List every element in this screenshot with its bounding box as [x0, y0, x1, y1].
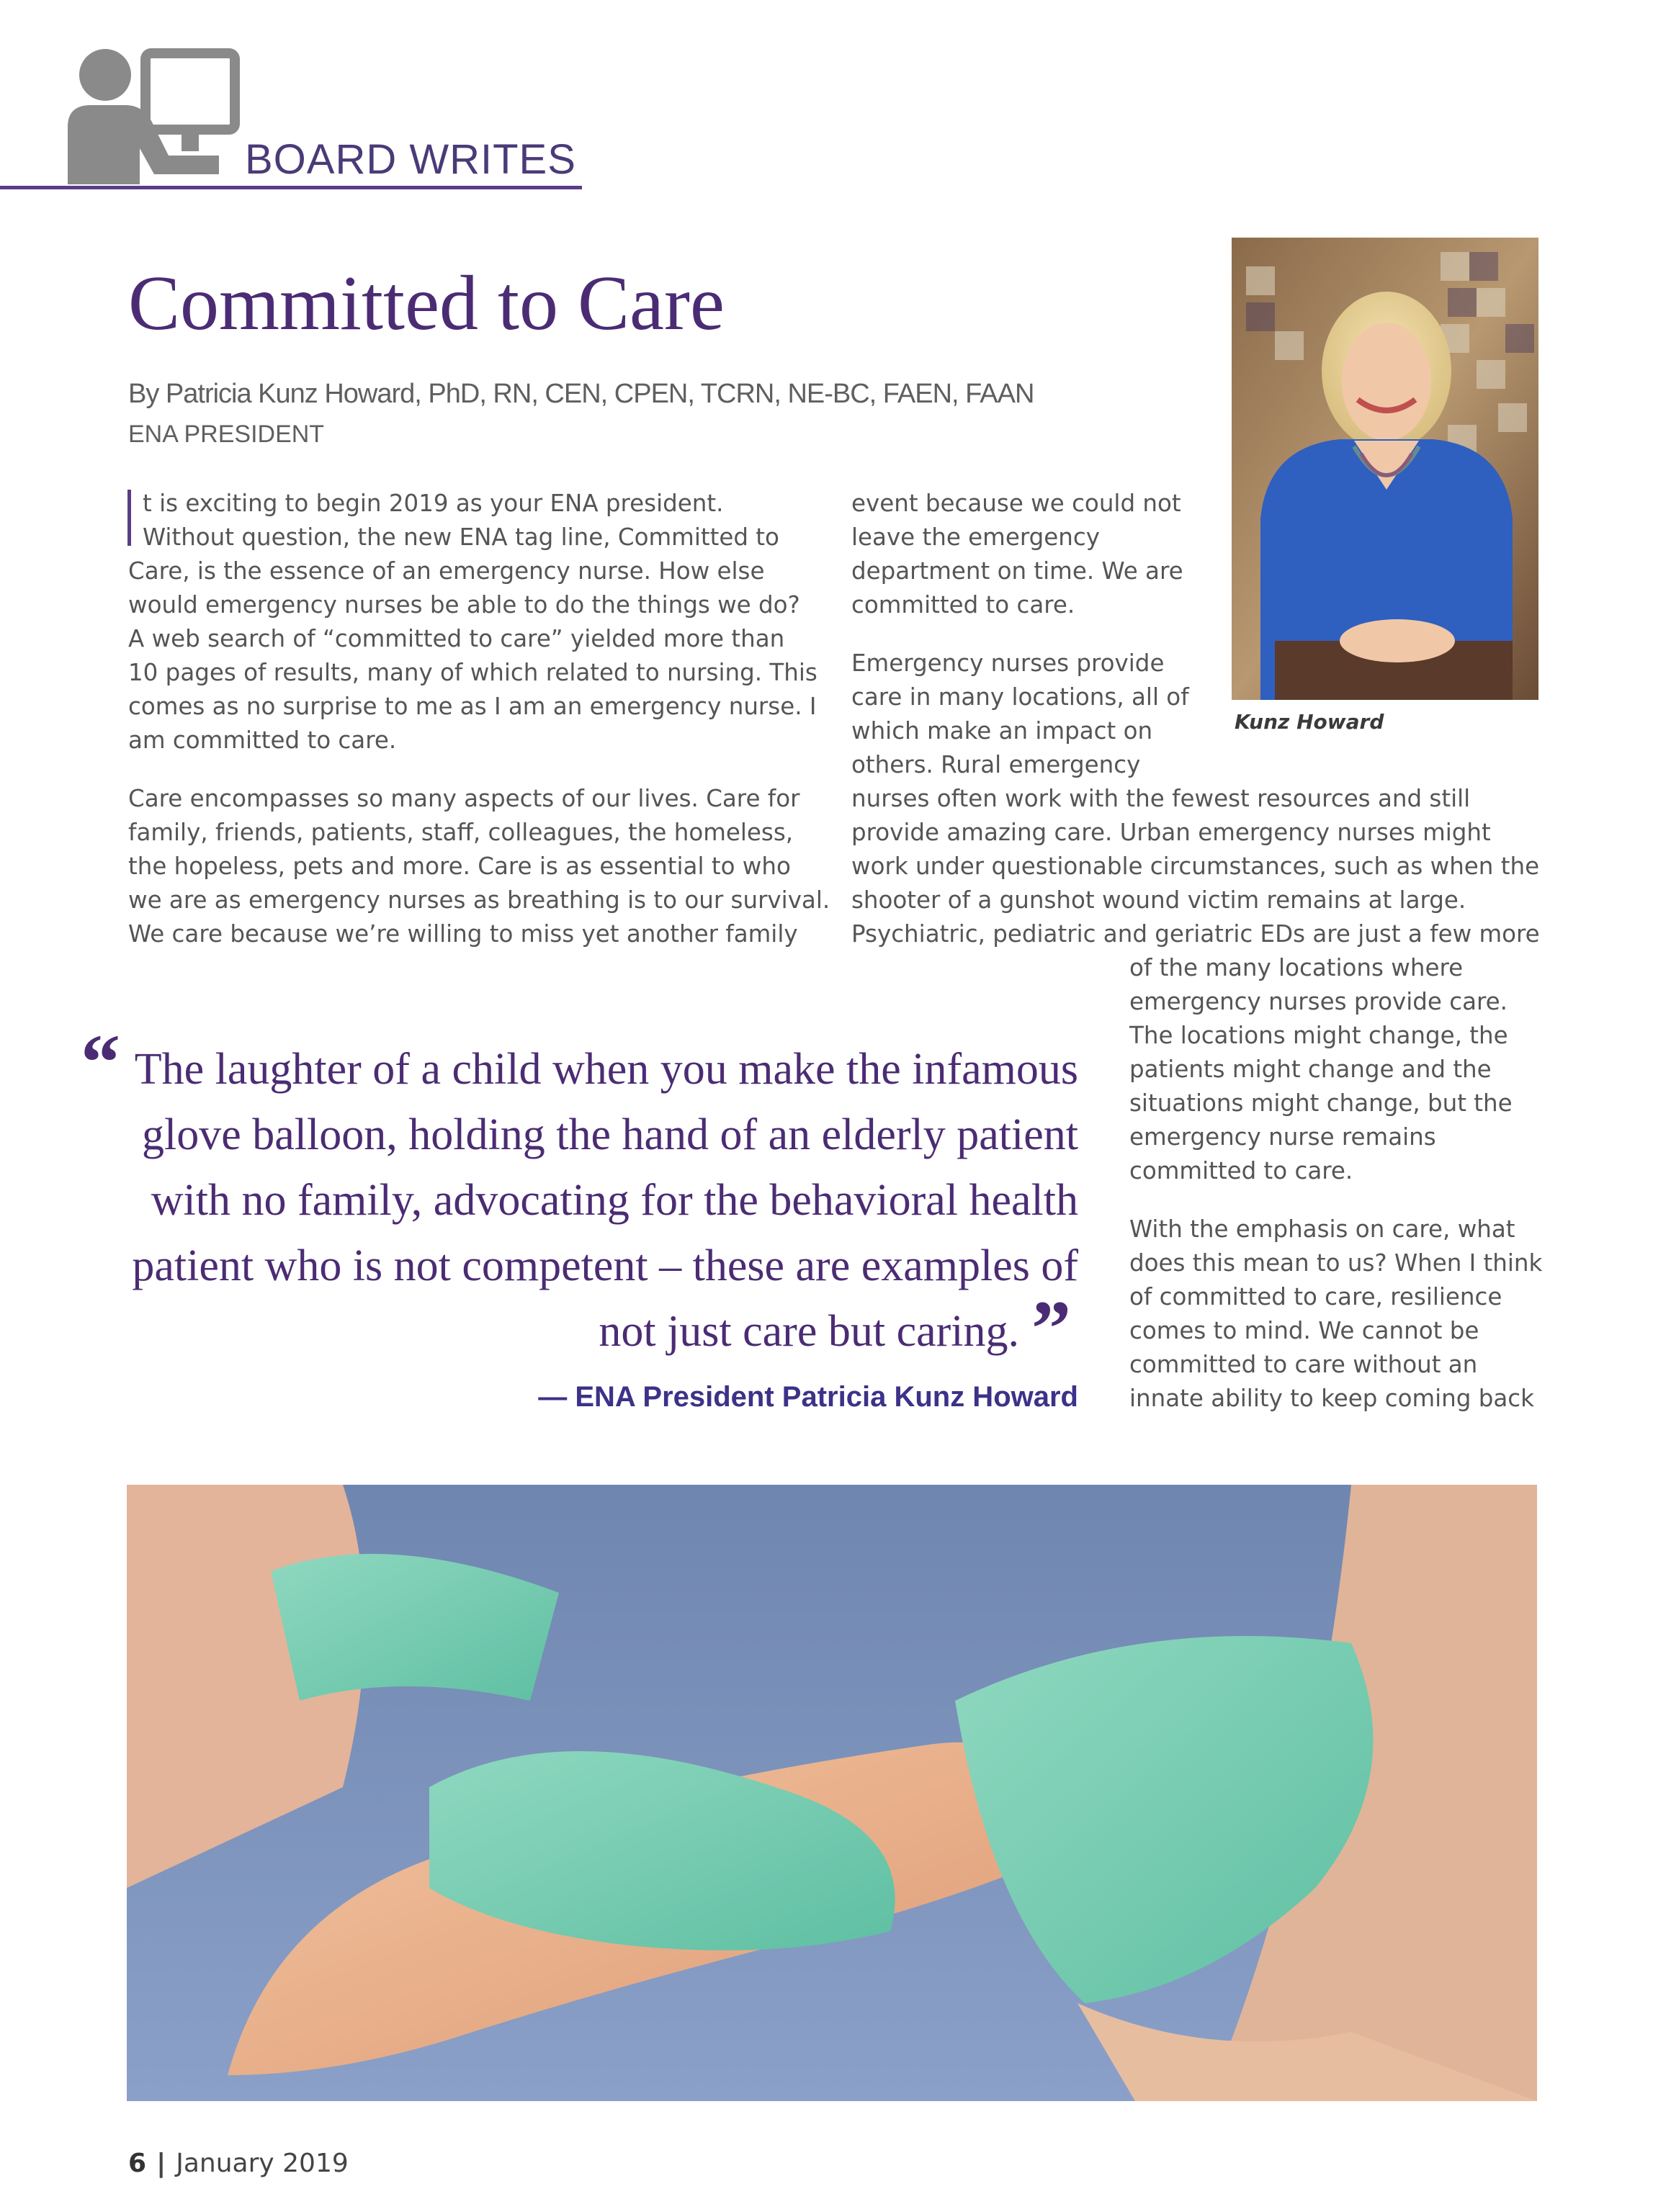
body-line: 10 pages of results, many of which related to nursing. This	[128, 659, 817, 686]
body-line: which make an impact on	[851, 717, 1153, 745]
body-line: patients might change and the	[1129, 1056, 1492, 1083]
body-line: t is exciting to begin 2019 as your ENA president.	[143, 490, 724, 517]
quote-attribution: — ENA President Patricia Kunz Howard	[538, 1381, 1078, 1413]
pull-quote-line: The laughter of a child when you make the infamous	[134, 1045, 1078, 1094]
body-line: emergency nurses provide care.	[1129, 988, 1508, 1015]
body-line: committed to care without an	[1129, 1351, 1478, 1378]
body-line: event because we could not	[851, 490, 1181, 517]
body-line: we are as emergency nurses as breathing is to our survival.	[128, 886, 830, 914]
pull-quote-line: not just care but caring.	[599, 1307, 1019, 1356]
close-quote-mark: ”	[1031, 1285, 1071, 1372]
body-line: am committed to care.	[128, 727, 397, 754]
body-line: A web search of “committed to care” yielded more than	[128, 625, 785, 652]
portrait-photo	[1232, 238, 1538, 700]
body-line: innate ability to keep coming back	[1129, 1385, 1534, 1412]
pull-quote-line: patient who is not competent – these are examples of	[132, 1241, 1078, 1290]
body-line: the hopeless, pets and more. Care is as essential to who	[128, 853, 791, 880]
body-line: Without question, the new ENA tag line, Committed to	[143, 523, 779, 551]
body-line: would emergency nurses be able to do the things we do?	[128, 591, 800, 619]
body-line: We care because we’re willing to miss yet another family	[128, 920, 798, 948]
body-line: shooter of a gunshot wound victim remains at large.	[851, 886, 1466, 914]
body-line: work under questionable circumstances, such as when the	[851, 853, 1540, 880]
body-line: situations might change, but the	[1129, 1089, 1513, 1117]
body-line: Psychiatric, pediatric and geriatric EDs are just a few more	[851, 920, 1540, 948]
body-line: provide amazing care. Urban emergency nurses might	[851, 819, 1491, 846]
page-number: 6	[128, 2149, 147, 2178]
issue-date: January 2019	[176, 2149, 349, 2178]
byline: By Patricia Kunz Howard, PhD, RN, CEN, CPEN, TCRN, NE-BC, FAEN, FAAN	[128, 379, 1034, 409]
gloved-hands-photo	[127, 1485, 1537, 2101]
body-line: care in many locations, all of	[851, 683, 1189, 711]
section-rule	[0, 186, 582, 189]
byline-role: ENA PRESIDENT	[128, 421, 325, 448]
body-line: committed to care.	[1129, 1157, 1353, 1184]
body-line: Emergency nurses provide	[851, 649, 1165, 677]
body-line: of the many locations where	[1129, 954, 1464, 981]
body-line: family, friends, patients, staff, colleagues, the homeless,	[128, 819, 794, 846]
body-line: others. Rural emergency	[851, 751, 1141, 778]
body-line: does this mean to us? When I think	[1129, 1249, 1543, 1277]
body-line: leave the emergency	[851, 523, 1100, 551]
pull-quote-line: with no family, advocating for the behavioral health	[151, 1176, 1078, 1225]
body-line: committed to care.	[851, 591, 1075, 619]
body-line: The locations might change, the	[1129, 1022, 1508, 1049]
body-line: Care encompasses so many aspects of our lives. Care for	[128, 785, 800, 812]
body-line: comes as no surprise to me as I am an emergency nurse. I	[128, 693, 817, 720]
body-line: comes to mind. We cannot be	[1129, 1317, 1479, 1344]
open-quote-mark: “	[81, 1018, 120, 1106]
body-line: department on time. We are	[851, 557, 1183, 585]
footer	[128, 2149, 349, 2178]
body-line: emergency nurse remains	[1129, 1123, 1436, 1151]
body-line: of committed to care, resilience	[1129, 1283, 1502, 1310]
section-label: BOARD WRITES	[245, 136, 576, 183]
drop-cap	[127, 490, 131, 546]
portrait-caption: Kunz Howard	[1235, 710, 1384, 734]
footer-separator: |	[156, 2149, 166, 2178]
body-line: Care, is the essence of an emergency nurse. How else	[128, 557, 765, 585]
pull-quote-line: glove balloon, holding the hand of an elderly patient	[142, 1110, 1078, 1159]
article-title: Committed to Care	[128, 261, 725, 346]
body-line: nurses often work with the fewest resources and still	[851, 785, 1471, 812]
person-at-computer-icon	[61, 48, 242, 184]
body-line: With the emphasis on care, what	[1129, 1215, 1515, 1243]
